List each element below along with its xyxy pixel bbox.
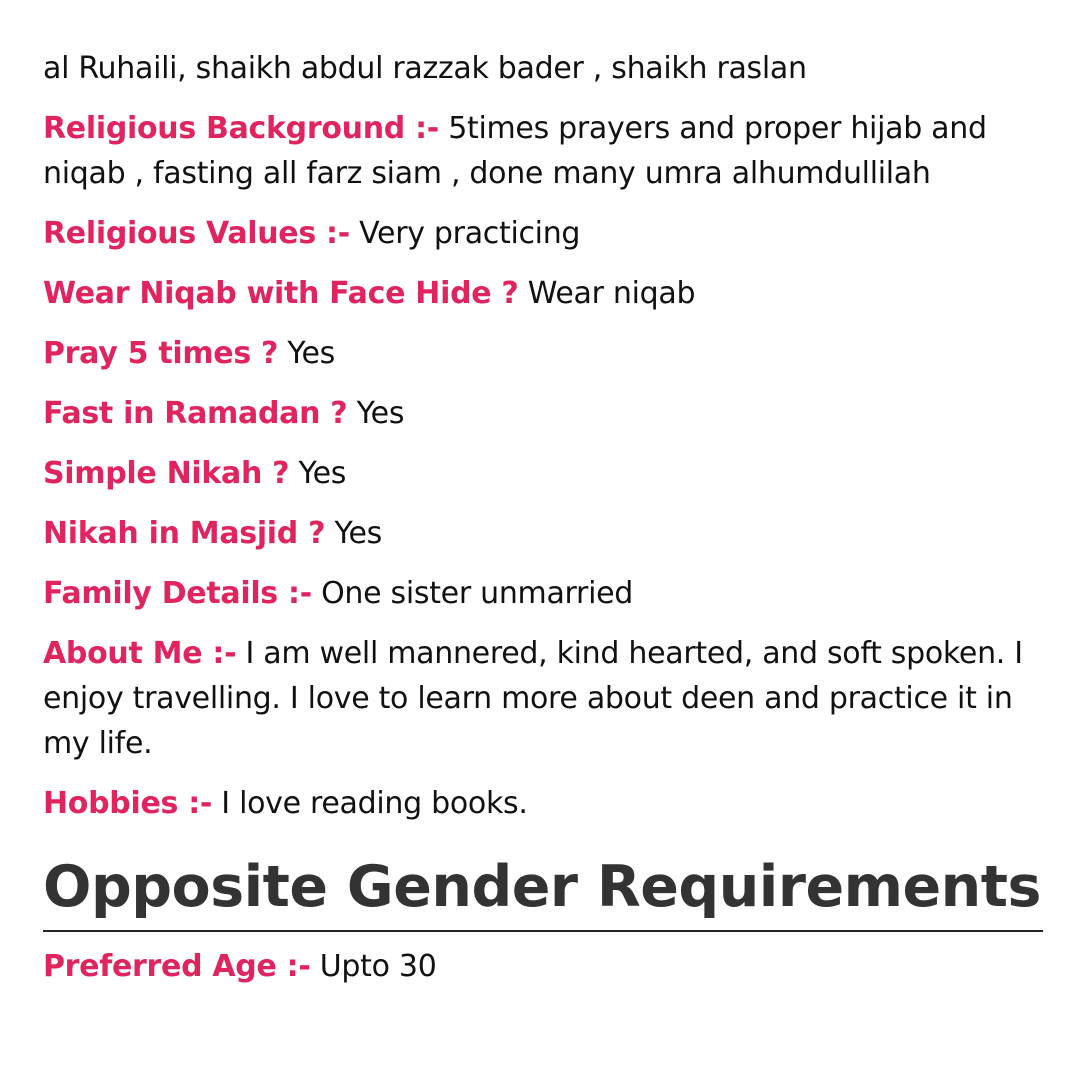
field-label: Simple Nikah ? (43, 456, 290, 491)
field-label: Fast in Ramadan ? (43, 396, 348, 431)
field-fast-in-ramadan (43, 391, 1043, 436)
field-value: I love reading books. (221, 786, 528, 821)
field-preferred-age (43, 944, 1043, 989)
field-value: 5times prayers and proper hijab and niqab , fasting all farz siam , done many umra alhumdullilah (43, 111, 987, 191)
field-label: Preferred Age :- (43, 949, 311, 984)
field-pray-5-times (43, 331, 1043, 376)
field-value: I am well mannered, kind hearted, and soft spoken. I enjoy travelling. I love to learn more about deen and practice it in my life. (43, 636, 1023, 761)
field-value: Wear niqab (527, 276, 696, 311)
field-about-me (43, 631, 1043, 766)
field-label: About Me :- (43, 636, 237, 671)
field-value: Yes (287, 336, 335, 371)
field-label: Pray 5 times ? (43, 336, 279, 371)
field-label: Family Details :- (43, 576, 312, 611)
field-label: Hobbies :- (43, 786, 213, 821)
field-value: Upto 30 (319, 949, 437, 984)
field-value: One sister unmarried (321, 576, 634, 611)
field-religious-background (43, 106, 1043, 196)
field-label: Religious Values :- (43, 216, 350, 251)
field-label: Religious Background :- (43, 111, 439, 146)
intro-text (43, 46, 1043, 91)
field-label: Wear Niqab with Face Hide ? (43, 276, 519, 311)
field-value: Yes (334, 516, 382, 551)
intro-value: al Ruhaili, shaikh abdul razzak bader , shaikh raslan (43, 51, 807, 86)
field-hobbies (43, 781, 1043, 826)
field-value: Yes (298, 456, 347, 491)
field-value: Yes (356, 396, 405, 431)
field-wear-niqab (43, 271, 1043, 316)
field-label: Nikah in Masjid ? (43, 516, 326, 551)
field-family-details (43, 571, 1043, 616)
field-religious-values (43, 211, 1043, 256)
field-simple-nikah (43, 451, 1043, 496)
profile-content (43, 46, 1043, 1004)
field-nikah-in-masjid (43, 511, 1043, 556)
field-value: Very practicing (359, 216, 581, 251)
section-heading: Opposite Gender Requirements (43, 852, 1043, 932)
